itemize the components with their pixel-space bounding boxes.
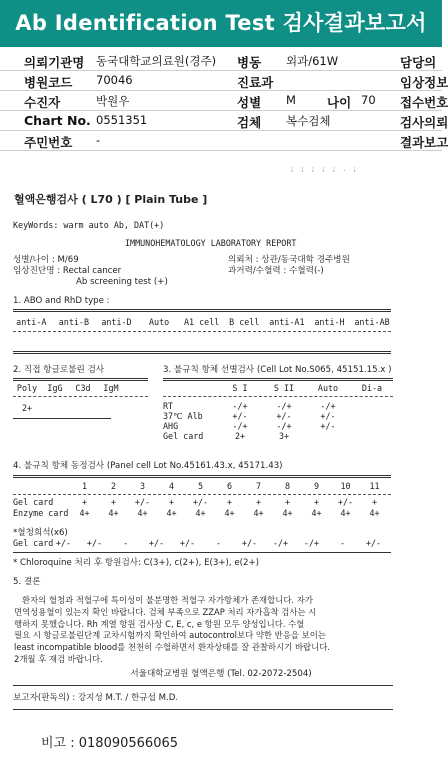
receipt-number-label: 접수번호 <box>400 95 448 110</box>
panel-col-5: 6 <box>226 481 233 491</box>
sex-label: 성별 <box>237 95 262 110</box>
panel-cell-0-2: +/- <box>134 497 151 507</box>
screen-cell-0-0: -/+ <box>232 401 248 411</box>
panel-cell-1-7: 4+ <box>282 508 293 518</box>
clinical-info-label: 임상정보 <box>400 75 448 90</box>
hospital-code-label: 병원코드 <box>24 75 73 90</box>
panel-cell-1-5: 4+ <box>224 508 235 518</box>
doctor-label: 담당의 <box>400 55 437 70</box>
panel-cell-0-1: + <box>110 497 117 507</box>
dat-top-rule <box>13 378 148 381</box>
abo-col-3: Auto <box>148 317 170 327</box>
screen-cell-2-0: -/+ <box>232 421 248 431</box>
dat-bottom-rule <box>13 418 111 419</box>
abo-header-row <box>10 317 394 327</box>
resident-number-label: 주민번호 <box>24 135 73 150</box>
screen-col-0: S I <box>232 383 248 393</box>
remark: 비고 : 018090566065 <box>41 736 179 751</box>
screen-cell-1-0: +/- <box>232 411 248 421</box>
screen-row-label-1: 37℃ Alb <box>163 411 203 421</box>
info-row-hospital-code <box>0 73 448 91</box>
panel-col-8: 9 <box>313 481 320 491</box>
transfusion-history: 과거력/수혈력 : 수혈력(-) <box>228 266 324 276</box>
screen-col-1: S II <box>273 383 295 393</box>
screen-cell-2-2: +/- <box>320 421 336 431</box>
screen-cell-0-1: -/+ <box>276 401 292 411</box>
abo-col-4: A1 cell <box>184 317 220 327</box>
abo-col-0: anti-A <box>16 317 47 327</box>
dilution-rule <box>13 552 391 553</box>
panel-cell-1-9: 4+ <box>340 508 351 518</box>
screen-row-label-3: Gel card <box>163 431 204 441</box>
screen-cell-0-2: -/+ <box>320 401 336 411</box>
screen-cell-3-1: 3+ <box>278 431 290 441</box>
conclusion-line-2: 행하지 못했습니다. Rh 계열 항원 검사상 C, E, c, e 항원 모두 양성입니다. 수혈 <box>14 618 305 629</box>
dilution-cell-8: -/+ <box>303 538 320 548</box>
reporter-top-rule <box>13 685 393 686</box>
abo-col-5: B cell <box>229 317 260 327</box>
panel-cell-0-6: + <box>255 497 262 507</box>
screen-cell-2-1: -/+ <box>276 421 292 431</box>
panel-row-label-0: Gel card <box>13 497 54 507</box>
patient-name-value: 박원우 <box>96 94 130 108</box>
age-label: 나이 <box>327 95 352 110</box>
conclusion-text <box>14 595 432 666</box>
abo-top-rule <box>13 309 391 312</box>
panel-col-4: 5 <box>197 481 204 491</box>
conclusion-title: 5. 결론 <box>13 577 41 587</box>
abo-section-title: 1. ABO and RhD type : <box>13 296 110 306</box>
dat-poly-value: 2+ <box>22 403 33 413</box>
chart-no-value: 0551351 <box>96 113 148 127</box>
panel-cell-1-4: 4+ <box>195 508 206 518</box>
screen-header-row <box>218 383 394 393</box>
screen-result: Ab screening test (+) <box>76 277 168 287</box>
ward-label: 병동 <box>237 55 262 70</box>
report-title: Ab Identification Test 검사결과보고서 <box>0 0 442 47</box>
screen-col-2: Auto <box>317 383 339 393</box>
panel-cell-1-10: 4+ <box>369 508 380 518</box>
panel-cell-1-8: 4+ <box>311 508 322 518</box>
cut-off-text: ; ; ; ; ; . ; <box>290 165 358 173</box>
abo-bottom-rule <box>13 351 391 354</box>
chart-no-label: Chart No. <box>24 113 91 128</box>
panel-col-2: 3 <box>139 481 146 491</box>
dat-col-3: IgM <box>103 383 119 393</box>
panel-cell-1-2: 4+ <box>137 508 148 518</box>
sex-age: 성별/나이 : M/69 <box>13 255 79 265</box>
screen-section-title: 3. 불규칙 항체 선별검사 (Cell Lot No.S065, 45151.15.x ) <box>163 365 392 375</box>
conclusion-line-1: 면역성용혈이 있는지 확인 바랍니다. 검체 부족으로 ZZAP 처리 자가흡착 검사는 시 <box>14 606 317 617</box>
result-report-label: 결과보고 <box>400 135 448 150</box>
panel-col-1: 2 <box>110 481 117 491</box>
panel-cell-0-5: + <box>226 497 233 507</box>
patient-info-table <box>0 53 448 155</box>
screen-top-rule <box>163 378 393 381</box>
dat-header-row <box>13 383 148 393</box>
age-value: 70 <box>361 93 376 107</box>
dat-dash-rule <box>13 396 148 397</box>
patient-label: 수진자 <box>24 95 61 110</box>
institution-value: 동국대학교의료원(경주) <box>96 54 217 68</box>
panel-col-10: 11 <box>369 481 380 491</box>
dat-col-2: C3d <box>75 383 91 393</box>
panel-cell-0-9: +/- <box>337 497 354 507</box>
screen-dash-rule <box>163 396 393 397</box>
panel-col-3: 4 <box>168 481 175 491</box>
panel-cell-0-7: + <box>284 497 291 507</box>
screen-cell-1-1: +/- <box>276 411 292 421</box>
panel-col-6: 7 <box>255 481 262 491</box>
panel-cell-1-6: 4+ <box>253 508 264 518</box>
screen-row-label-0: RT <box>163 401 174 411</box>
abo-col-7: anti-H <box>314 317 345 327</box>
abo-col-2: anti-D <box>101 317 132 327</box>
info-row-chart <box>0 113 448 131</box>
screen-cell-3-0: 2+ <box>234 431 246 441</box>
info-row-patient <box>0 93 448 111</box>
panel-cell-0-3: + <box>168 497 175 507</box>
dilution-cell-7: -/+ <box>272 538 289 548</box>
panel-cell-0-10: + <box>371 497 378 507</box>
dilution-cell-0: +/- <box>55 538 72 548</box>
conclusion-line-4: least incompatible blood를 천천히 수혈하면서 환자상태를 잘 관찰하시기 바랍니다. <box>14 642 330 653</box>
abo-col-6: anti-A1 <box>269 317 305 327</box>
panel-cell-1-0: 4+ <box>79 508 90 518</box>
conclusion-line-0: 환자의 혈청과 적혈구에 특이성이 불분명한 적혈구 자가항체가 존재합니다. 자가 <box>14 595 313 605</box>
dilution-cell-3: +/- <box>148 538 165 548</box>
abo-dash-rule <box>13 331 391 332</box>
scanned-report <box>0 165 442 770</box>
conclusion-line-3: 필요 시 항글로불린단계 교차시험까지 확인하여 autocontrol보다 약한 반응을 보이는 <box>14 630 326 641</box>
screen-row-label-2: AHG <box>163 421 179 431</box>
panel-col-9: 10 <box>340 481 351 491</box>
department-label: 진료과 <box>237 75 274 90</box>
lab-title: IMMUNOHEMATOLOGY LABORATORY REPORT <box>125 238 297 248</box>
dilution-cell-10: +/- <box>365 538 382 548</box>
dilution-cell-5: - <box>215 538 222 548</box>
panel-cell-0-8: + <box>313 497 320 507</box>
resident-number-value: - <box>96 133 101 147</box>
institution-label: 의뢰기관명 <box>24 55 85 70</box>
hospital-code-value: 70046 <box>96 73 133 87</box>
conclusion-line-5: 2개월 후 재검 바랍니다. <box>14 653 103 664</box>
report-heading: 혈액은행검사 ( L70 ) [ Plain Tube ] <box>14 193 208 206</box>
panel-cell-1-1: 4+ <box>108 508 119 518</box>
dat-col-1: IgG <box>47 383 63 393</box>
dilution-cell-6: +/- <box>241 538 258 548</box>
info-row-resident-number <box>0 133 448 151</box>
dat-section-title: 2. 직접 항글로불린 검사 <box>13 365 105 375</box>
sex-value: M <box>286 93 296 107</box>
dilution-cell-1: +/- <box>86 538 103 548</box>
dilution-title: *혈청희석(x6) <box>13 528 68 538</box>
panel-section-title: 4. 불규칙 항체 동정검사 (Panel cell Lot No.45161.43.x, 45171.43) <box>13 461 283 471</box>
panel-cell-1-3: 4+ <box>166 508 177 518</box>
referrer: 의뢰처 : 상관/동국대학 경주병원 <box>228 255 350 265</box>
clinical-diagnosis: 임상진단명 : Rectal cancer <box>13 266 122 276</box>
panel-col-0: 1 <box>81 481 88 491</box>
specimen-label: 검체 <box>237 115 262 130</box>
panel-cell-0-4: +/- <box>192 497 209 507</box>
ward-value: 외과/61W <box>286 54 339 68</box>
dat-col-0: Poly <box>16 383 38 393</box>
abo-col-1: anti-B <box>58 317 90 327</box>
dilution-cell-9: - <box>339 538 346 548</box>
panel-dash-rule <box>13 494 391 495</box>
keywords: KeyWords: warm auto Ab, DAT(+) <box>13 220 165 230</box>
specimen-value: 복수검체 <box>286 114 331 128</box>
panel-row-label-1: Enzyme card <box>13 508 69 518</box>
reporter-bottom-rule <box>13 709 393 710</box>
reporter: 보고자(판독의) : 강지성 M.T. / 한규섭 M.D. <box>13 693 179 703</box>
panel-col-7: 8 <box>284 481 291 491</box>
chloroquine-note: * Chloroquine 처리 후 항원검사: C(3+), c(2+), E(3+), e(2+) <box>13 558 260 568</box>
panel-header-row <box>70 481 390 491</box>
dilution-cell-2: - <box>122 538 129 548</box>
dilution-cell-4: +/- <box>179 538 196 548</box>
abo-col-8: anti-AB <box>354 317 390 327</box>
info-row-institution <box>0 53 442 71</box>
dilution-row-label: Gel card <box>13 538 54 548</box>
screen-cell-1-2: +/- <box>320 411 336 421</box>
panel-cell-0-0: + <box>81 497 88 507</box>
screen-col-3: Di-a <box>361 383 383 393</box>
panel-top-rule <box>13 475 391 478</box>
hospital-contact: 서울대학교병원 혈액은행 (Tel. 02-2072-2504) <box>130 669 312 679</box>
test-request-label: 검사의뢰 <box>400 115 448 130</box>
